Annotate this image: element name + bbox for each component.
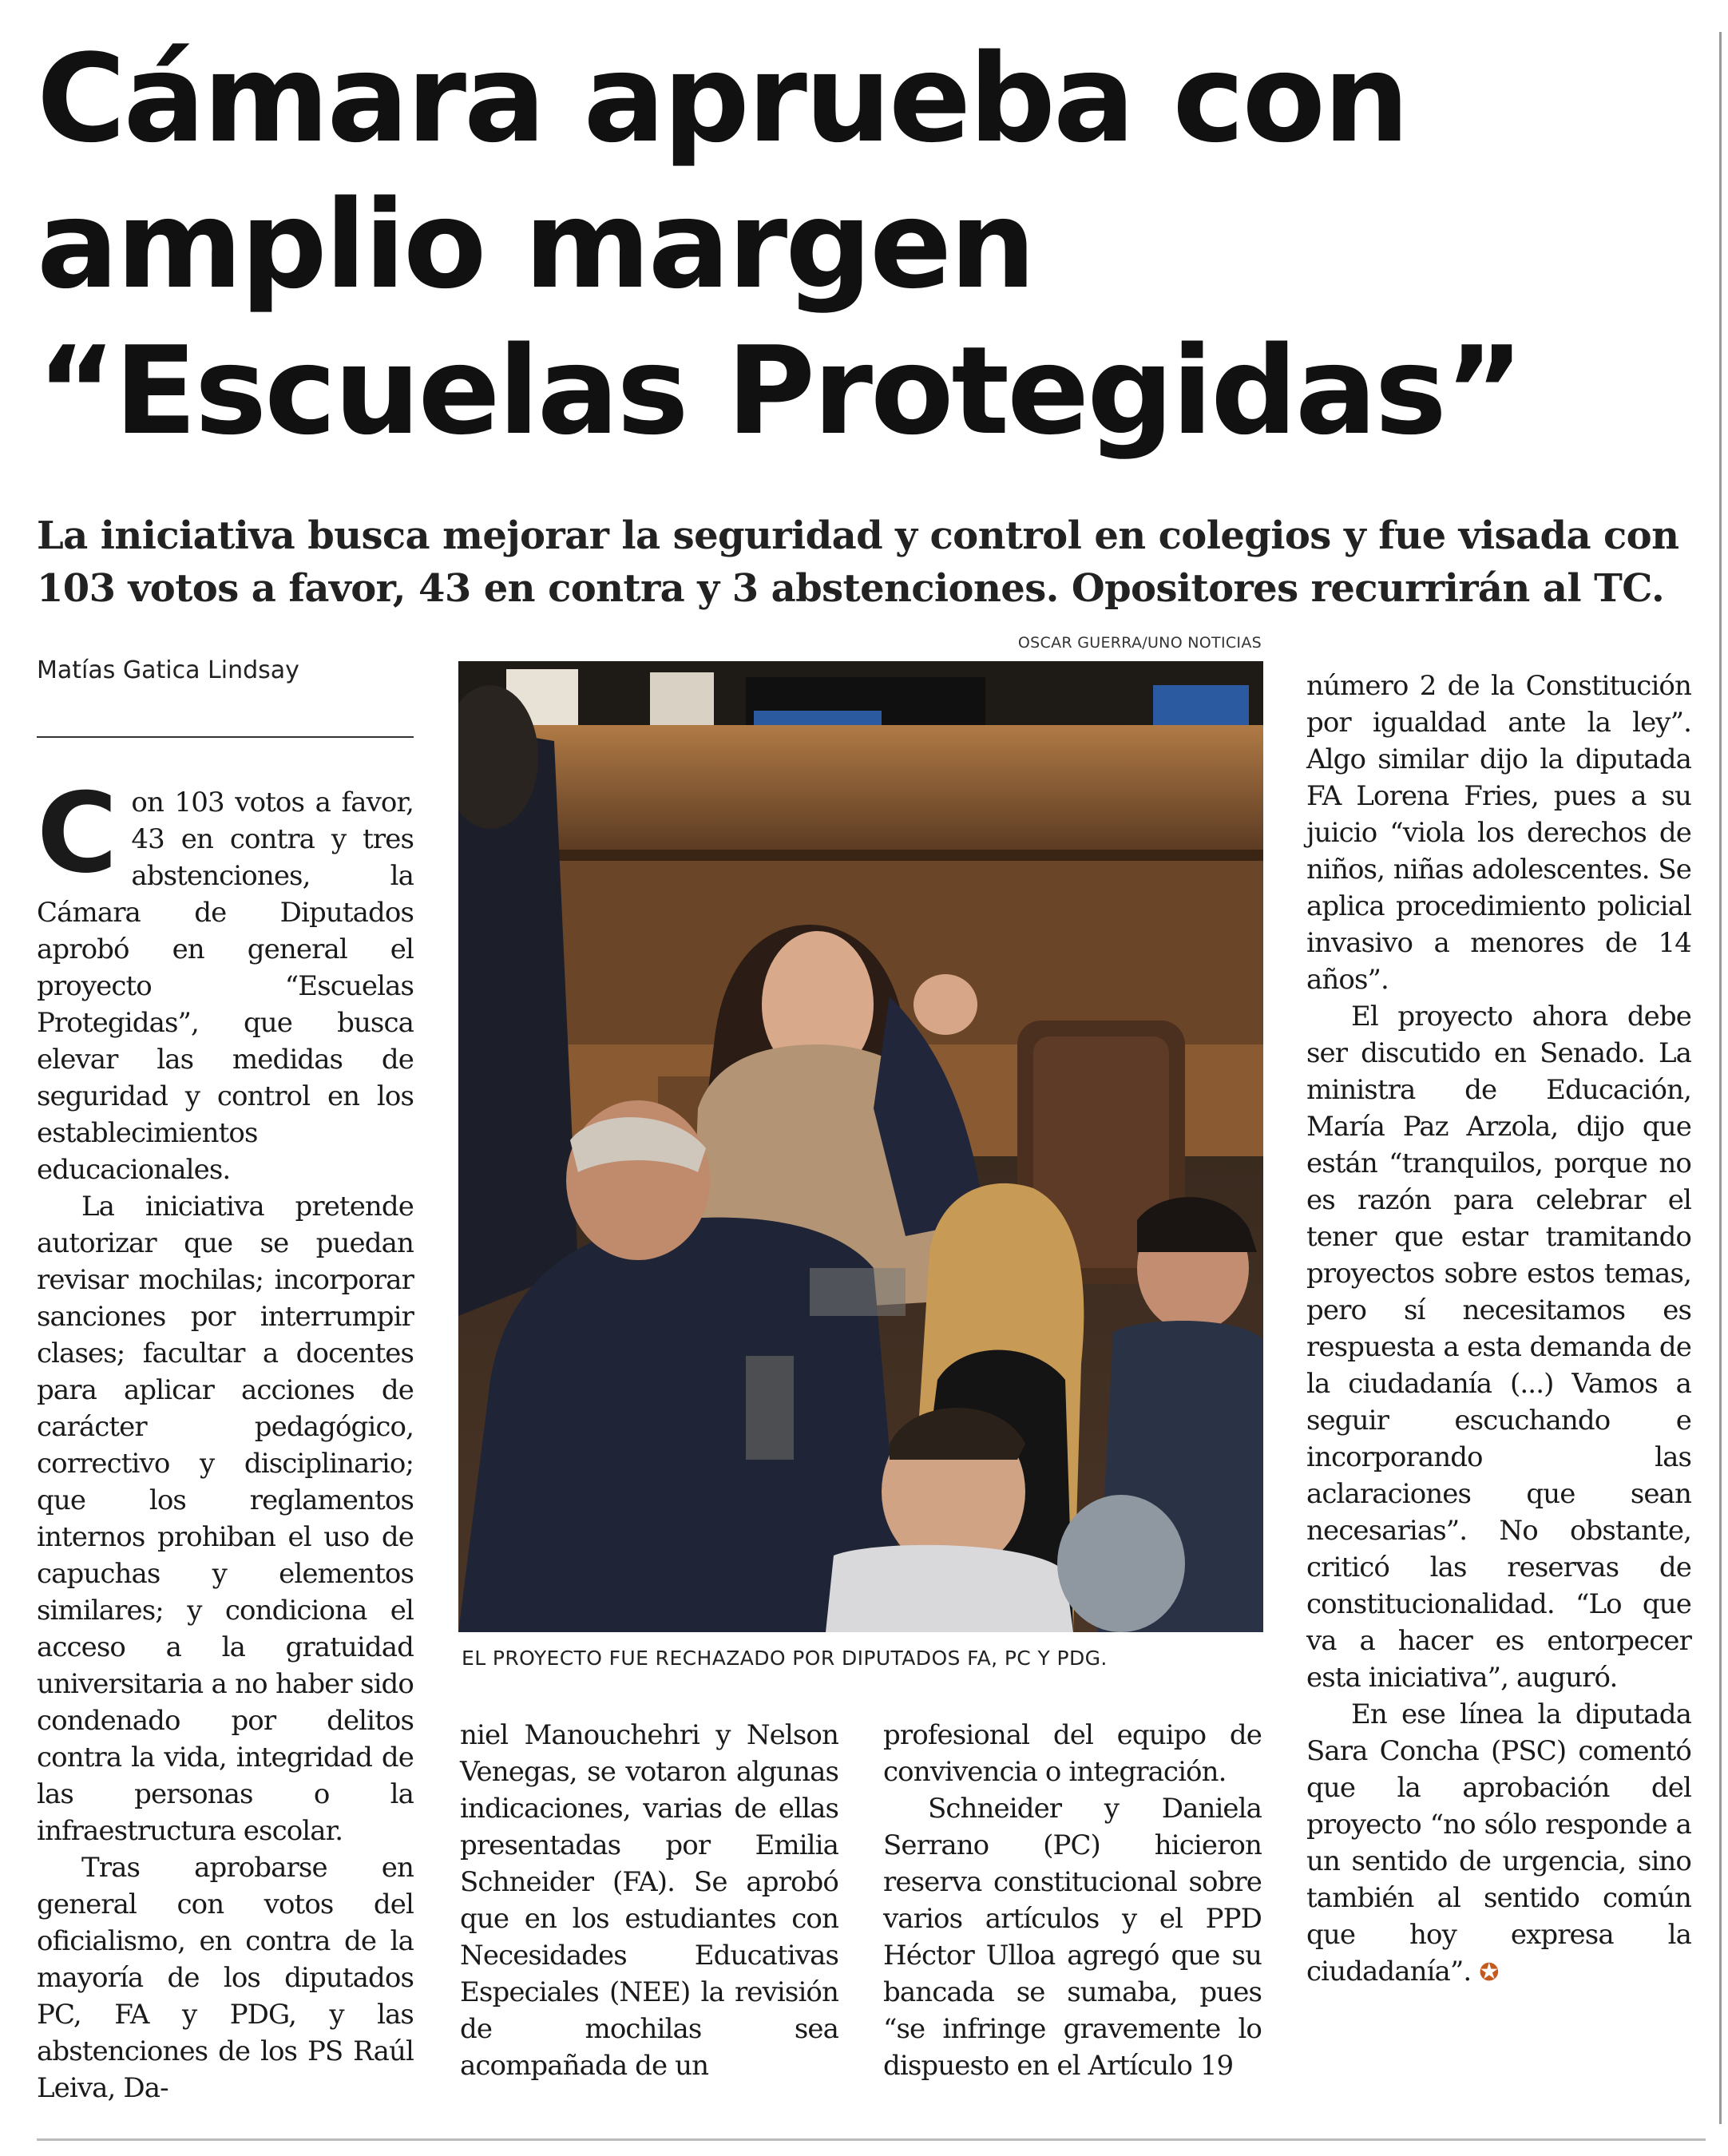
news-photo [458,661,1263,1632]
paragraph: La iniciativa pretende autorizar que se puedan revisar mochilas; incorporar sanciones por interrumpir clases; facultar a docentes para aplicar acciones de carácter pedagógico, correctivo y disciplinario; que los reglamentos internos prohiban el uso de capuchas y elementos similares; y condiciona el acceso a la gratuidad universitaria a no haber sido condenado por delitos contra la vida, integridad de las personas o la infraestructura escolar. [37,1191,414,1847]
drop-cap: C [37,769,117,898]
byline-divider [37,736,414,738]
article-column-1 [37,769,414,2106]
paragraph: Schneider y Daniela Serrano (PC) hicieron reserva constitucional sobre varios artículos y el PPD Héctor Ulloa agregó que su bancada se sumaba, pues “se infringe gravemente lo dispuesto en el Artículo 19 [883,1793,1262,2082]
photo-caption: EL PROYECTO FUE RECHAZADO POR DIPUTADOS FA, PC Y PDG. [462,1647,1108,1670]
headline: Cámara aprueba con amplio margen “Escuelas Protegidas” [37,28,1522,462]
deck-subtitle: La iniciativa busca mejorar la seguridad y control en colegios y fue visada con 103 votos a favor, 43 en contra y 3 abstenciones. Opositores recurrirán al TC. [37,513,1679,611]
paragraph: número 2 de la Constitución por igualdad ante la ley”. Algo similar dijo la diputada FA Lorena Fries, pues a su juicio “viola los derechos de niños, niñas adolescentes. Se aplica procedimiento policial invasivo a menores de 14 años”. [1306,670,1691,996]
paragraph [37,769,414,1188]
byline: Matías Gatica Lindsay [37,656,299,684]
paragraph: niel Manouchehri y Nelson Venegas, se votaron algunas indicaciones, varias de ellas presentadas por Emilia Schneider (FA). Se aprobó que en los estudiantes con Necesidades Educativas Especiales (NEE) la revisión de mochilas sea acompañada de un [460,1719,838,2082]
photo-credit: OSCAR GUERRA/UNO NOTICIAS [1017,634,1262,652]
end-mark-icon: ✪ [1479,1959,1499,1987]
paragraph-text: on 103 votos a favor, 43 en contra y tres abstenciones, la Cámara de Diputados aprobó en general el proyecto “Escuelas Protegidas”, que busca elevar las medidas de seguridad y control en los establecimientos educacionales. [37,787,414,1186]
paragraph [1306,1696,1691,1992]
paragraph-text: En ese línea la diputada Sara Concha (PSC) comentó que la aprobación del proyecto “no sólo responde a un sentido de urgencia, sino también al sentido común que hoy expresa la ciudadanía”. [1306,1698,1691,1988]
paragraph: Tras aprobarse en general con votos del oficialismo, en contra de la mayoría de los diputados PC, FA y PDG, y las abstenciones de los PS Raúl Leiva, Da- [37,1852,414,2104]
article-column-2 [460,1717,838,2084]
article-column-4 [1306,668,1691,1992]
paragraph: profesional del equipo de convivencia o integración. [883,1719,1262,1788]
paragraph: El proyecto ahora debe ser discutido en Senado. La ministra de Educación, María Paz Arzola, dijo que están “tranquilos, porque no es razón para celebrar el tener que estar tramitando proyectos sobre estos temas, pero sí necesitamos es respuesta a esta demanda de la ciudadanía (...) Vamos a seguir escuchando e incorporando las aclaraciones que sean necesarias”. No obstante, criticó las reservas de constitucionalidad. “Lo que va a hacer es entorpecer esta iniciativa”, auguró. [1306,1001,1691,1694]
page-edge-line [1719,32,1722,2124]
page-bottom-rule [37,2138,1706,2141]
article-column-3 [883,1717,1262,2084]
